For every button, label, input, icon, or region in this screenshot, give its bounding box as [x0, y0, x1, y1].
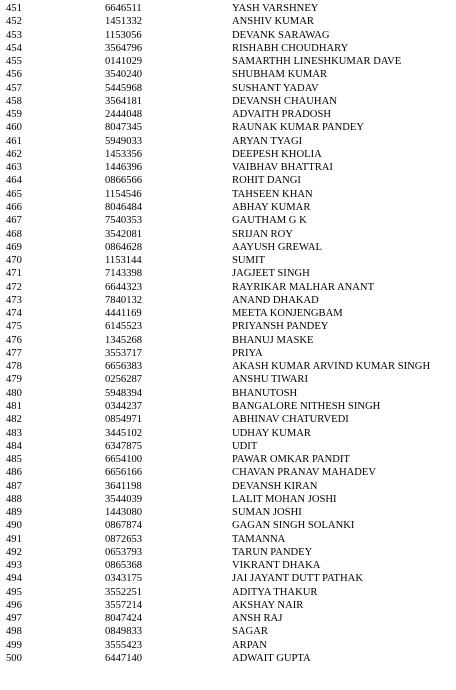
serial-number: 466: [6, 201, 22, 213]
serial-number: 499: [6, 639, 22, 651]
candidate-name: PRIYA: [232, 347, 263, 359]
roll-number: 0866566: [105, 175, 143, 187]
serial-number: 468: [6, 228, 22, 240]
roll-number: 5949033: [105, 135, 143, 147]
roll-number: 0653793: [105, 546, 143, 558]
serial-number: 485: [6, 454, 22, 466]
serial-number: 470: [6, 255, 22, 267]
list-item: [0, 519, 456, 532]
candidate-name: CHAVAN PRANAV MAHADEV: [232, 467, 377, 479]
roll-number: 3540240: [105, 69, 143, 81]
candidate-name: TARUN PANDEY: [232, 546, 313, 558]
roll-number: 0343175: [105, 573, 143, 585]
serial-number: 469: [6, 241, 22, 253]
candidate-name: TAHSEEN KHAN: [232, 188, 313, 200]
list-item: [0, 95, 456, 108]
roll-number: 2444048: [105, 109, 143, 121]
list-item: [0, 572, 456, 585]
list-item: [0, 373, 456, 386]
serial-number: 467: [6, 215, 22, 227]
candidate-name: ANSHIV KUMAR: [232, 16, 314, 28]
list-item: [0, 506, 456, 519]
list-item: [0, 281, 456, 294]
serial-number: 463: [6, 162, 22, 174]
roll-number: 0867874: [105, 520, 143, 532]
list-item: [0, 334, 456, 347]
list-item: [0, 174, 456, 187]
roll-number: 8047345: [105, 122, 143, 134]
list-item: [0, 135, 456, 148]
list-item: [0, 546, 456, 559]
serial-number: 474: [6, 308, 22, 320]
serial-number: 490: [6, 520, 22, 532]
roll-number: 1153144: [105, 255, 142, 267]
serial-number: 495: [6, 586, 22, 598]
candidate-name: TAMANNA: [232, 533, 286, 545]
list-item: [0, 347, 456, 360]
serial-number: 483: [6, 427, 22, 439]
list-item: [0, 427, 456, 440]
serial-number: 482: [6, 414, 22, 426]
candidate-name: ABHINAV CHATURVEDI: [232, 414, 349, 426]
roll-number: 0865368: [105, 560, 143, 572]
candidate-name: YASH VARSHNEY: [232, 3, 319, 14]
roll-number: 0849833: [105, 626, 143, 638]
candidate-name: RAYRIKAR MALHAR ANANT: [232, 281, 375, 293]
roll-number: 6656166: [105, 467, 143, 479]
serial-number: 473: [6, 294, 22, 306]
candidate-name: BHANUTOSH: [232, 387, 298, 399]
serial-number: 492: [6, 546, 22, 558]
list-item: [0, 480, 456, 493]
list-item: [0, 201, 456, 214]
roll-number: 6644323: [105, 281, 143, 293]
serial-number: 456: [6, 69, 22, 81]
roll-number: 3555423: [105, 639, 143, 651]
results-list: [0, 2, 456, 665]
candidate-name: BHANUJ MASKE: [232, 334, 314, 346]
serial-number: 452: [6, 16, 22, 28]
serial-number: 493: [6, 560, 22, 572]
candidate-name: MEETA KONJENGBAM: [232, 308, 343, 320]
roll-number: 1154546: [105, 188, 142, 200]
roll-number: 6145523: [105, 321, 143, 333]
serial-number: 498: [6, 626, 22, 638]
serial-number: 484: [6, 440, 22, 452]
roll-number: 5445968: [105, 82, 143, 94]
roll-number: 4441169: [105, 308, 142, 320]
serial-number: 500: [6, 653, 22, 665]
roll-number: 1446396: [105, 162, 143, 174]
list-item: [0, 2, 456, 15]
list-item: [0, 307, 456, 320]
candidate-name: PAWAR OMKAR PANDIT: [232, 454, 350, 466]
list-item: [0, 360, 456, 373]
serial-number: 459: [6, 109, 22, 121]
roll-number: 3641198: [105, 480, 142, 492]
list-item: [0, 254, 456, 267]
list-item: [0, 493, 456, 506]
list-item: [0, 108, 456, 121]
candidate-name: ANSHU TIWARI: [232, 374, 309, 386]
roll-number: 0854971: [105, 414, 143, 426]
list-item: [0, 68, 456, 81]
list-item: [0, 320, 456, 333]
serial-number: 464: [6, 175, 22, 187]
roll-number: 3542081: [105, 228, 143, 240]
roll-number: 7540353: [105, 215, 143, 227]
candidate-name: ARPAN: [232, 639, 267, 651]
serial-number: 476: [6, 334, 22, 346]
roll-number: 0344237: [105, 400, 143, 412]
candidate-name: UDHAY KUMAR: [232, 427, 311, 439]
roll-number: 6656383: [105, 361, 143, 373]
roll-number: 3564796: [105, 42, 143, 54]
roll-number: 3564181: [105, 95, 143, 107]
list-item: [0, 267, 456, 280]
candidate-name: SUSHANT YADAV: [232, 82, 319, 94]
candidate-name: JAI JAYANT DUTT PATHAK: [232, 573, 363, 585]
candidate-name: DEVANSH CHAUHAN: [232, 95, 337, 107]
serial-number: 465: [6, 188, 22, 200]
roll-number: 7840132: [105, 294, 143, 306]
serial-number: 451: [6, 3, 22, 14]
roll-number: 0872653: [105, 533, 143, 545]
roll-number: 1345268: [105, 334, 143, 346]
candidate-name: JAGJEET SINGH: [232, 268, 310, 280]
roll-number: 6447140: [105, 653, 143, 665]
roll-number: 3445102: [105, 427, 143, 439]
list-item: [0, 55, 456, 68]
roll-number: 3557214: [105, 599, 143, 611]
roll-number: 6347875: [105, 440, 143, 452]
list-item: [0, 625, 456, 638]
candidate-name: SAMARTHH LINESHKUMAR DAVE: [232, 56, 402, 68]
serial-number: 491: [6, 533, 22, 545]
candidate-name: SUMIT: [232, 255, 265, 267]
serial-number: 458: [6, 95, 22, 107]
candidate-name: ANSH RAJ: [232, 613, 283, 625]
list-item: [0, 413, 456, 426]
candidate-name: ADVAITH PRADOSH: [232, 109, 331, 121]
list-item: [0, 586, 456, 599]
list-item: [0, 453, 456, 466]
list-item: [0, 214, 456, 227]
serial-number: 477: [6, 347, 22, 359]
candidate-name: GAUTHAM G K: [232, 215, 307, 227]
serial-number: 479: [6, 374, 22, 386]
roll-number: 8047424: [105, 613, 143, 625]
roll-number: 1153056: [105, 29, 142, 41]
list-item: [0, 440, 456, 453]
list-item: [0, 612, 456, 625]
candidate-name: RISHABH CHOUDHARY: [232, 42, 349, 54]
candidate-name: PRIYANSH PANDEY: [232, 321, 329, 333]
candidate-name: AKSHAY NAIR: [232, 599, 304, 611]
roll-number: 1451332: [105, 16, 143, 28]
list-item: [0, 42, 456, 55]
serial-number: 475: [6, 321, 22, 333]
serial-number: 497: [6, 613, 22, 625]
roll-number: 3544039: [105, 493, 143, 505]
candidate-name: DEEPESH KHOLIA: [232, 148, 322, 160]
candidate-name: ROHIT DANGI: [232, 175, 301, 187]
list-item: [0, 15, 456, 28]
roll-number: 0141029: [105, 56, 143, 68]
list-item: [0, 294, 456, 307]
candidate-name: GAGAN SINGH SOLANKI: [232, 520, 355, 532]
roll-number: 1453356: [105, 148, 143, 160]
candidate-name: BANGALORE NITHESH SINGH: [232, 400, 381, 412]
list-item: [0, 188, 456, 201]
list-item: [0, 387, 456, 400]
list-item: [0, 228, 456, 241]
serial-number: 472: [6, 281, 22, 293]
candidate-name: VIKRANT DHAKA: [232, 560, 321, 572]
roll-number: 5948394: [105, 387, 143, 399]
serial-number: 462: [6, 148, 22, 160]
candidate-name: SRIJAN ROY: [232, 228, 293, 240]
serial-number: 471: [6, 268, 22, 280]
roll-number: 3553717: [105, 347, 143, 359]
roll-number: 6654100: [105, 454, 143, 466]
roll-number: 1443080: [105, 507, 143, 519]
serial-number: 488: [6, 493, 22, 505]
candidate-name: DEVANK SARAWAG: [232, 29, 330, 41]
serial-number: 478: [6, 361, 22, 373]
list-item: [0, 639, 456, 652]
candidate-name: UDIT: [232, 440, 258, 452]
candidate-name: SAGAR: [232, 626, 268, 638]
list-item: [0, 161, 456, 174]
list-item: [0, 148, 456, 161]
list-item: [0, 241, 456, 254]
candidate-name: SHUBHAM KUMAR: [232, 69, 328, 81]
roll-number: 7143398: [105, 268, 143, 280]
roll-number: 0864628: [105, 241, 143, 253]
roll-number: 6646511: [105, 3, 142, 14]
candidate-name: ADITYA THAKUR: [232, 586, 318, 598]
serial-number: 460: [6, 122, 22, 134]
serial-number: 480: [6, 387, 22, 399]
candidate-name: ABHAY KUMAR: [232, 201, 311, 213]
list-item: [0, 652, 456, 665]
candidate-name: ANAND DHAKAD: [232, 294, 319, 306]
list-item: [0, 29, 456, 42]
serial-number: 461: [6, 135, 22, 147]
candidate-name: LALIT MOHAN JOSHI: [232, 493, 337, 505]
roll-number: 8046484: [105, 201, 143, 213]
candidate-name: AKASH KUMAR ARVIND KUMAR SINGH: [232, 361, 431, 373]
serial-number: 487: [6, 480, 22, 492]
serial-number: 496: [6, 599, 22, 611]
serial-number: 455: [6, 56, 22, 68]
roll-number: 0256287: [105, 374, 143, 386]
list-item: [0, 400, 456, 413]
candidate-name: ADWAIT GUPTA: [232, 653, 311, 665]
list-item: [0, 82, 456, 95]
serial-number: 486: [6, 467, 22, 479]
serial-number: 494: [6, 573, 22, 585]
serial-number: 489: [6, 507, 22, 519]
list-item: [0, 466, 456, 479]
candidate-name: SUMAN JOSHI: [232, 507, 302, 519]
list-item: [0, 599, 456, 612]
candidate-name: RAUNAK KUMAR PANDEY: [232, 122, 365, 134]
serial-number: 457: [6, 82, 22, 94]
candidate-name: VAIBHAV BHATTRAI: [232, 162, 333, 174]
list-item: [0, 533, 456, 546]
list-item: [0, 121, 456, 134]
serial-number: 481: [6, 400, 22, 412]
candidate-name: AAYUSH GREWAL: [232, 241, 322, 253]
serial-number: 454: [6, 42, 22, 54]
candidate-name: DEVANSH KIRAN: [232, 480, 318, 492]
serial-number: 453: [6, 29, 22, 41]
list-item: [0, 559, 456, 572]
roll-number: 3552251: [105, 586, 143, 598]
candidate-name: ARYAN TYAGI: [232, 135, 303, 147]
